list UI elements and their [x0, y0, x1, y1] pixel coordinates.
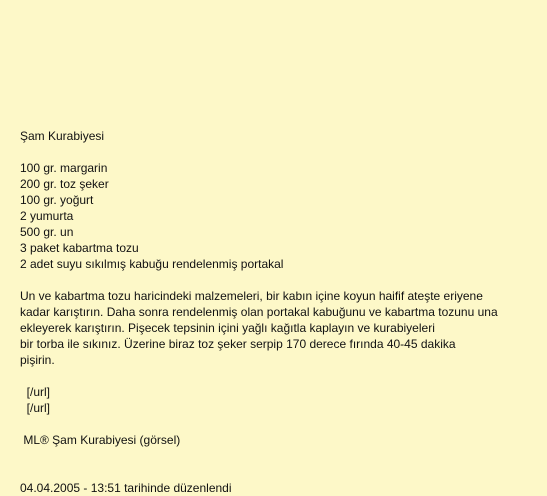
spacer: [20, 464, 525, 480]
ingredient-item: 200 gr. toz şeker: [20, 177, 109, 191]
instructions-paragraph: [20, 288, 525, 368]
image-caption-link[interactable]: ML® Şam Kurabiyesi (görsel): [20, 433, 181, 447]
spacer: [20, 272, 525, 288]
instruction-line: kadar karıştırın. Daha sonra rendelenmiş olan portakal kabuğunu ve kabartma tozunu una: [20, 305, 498, 319]
instruction-line: Un ve kabartma tozu haricindeki malzemeleri, bir kabın içine koyun haifif ateşte eriyene: [20, 289, 483, 303]
ingredient-item: 2 adet suyu sıkılmış kabuğu rendelenmiş portakal: [20, 257, 284, 271]
ingredient-item: 100 gr. yoğurt: [20, 193, 94, 207]
ingredient-item: 500 gr. un: [20, 225, 74, 239]
instruction-line: ekleyerek karıştırın. Pişecek tepsinin içini yağlı kağıtla kaplayın ve kurabiyeleri: [20, 321, 435, 335]
spacer: [20, 144, 525, 160]
instruction-line: pişirin.: [20, 353, 55, 367]
ingredient-item: 100 gr. margarin: [20, 161, 108, 175]
spacer: [20, 416, 525, 432]
instruction-line: bir torba ile sıkınız. Üzerine biraz toz şeker serpip 170 derece fırında 40-45 dakika: [20, 337, 456, 351]
recipe-post: [20, 128, 525, 496]
ingredient-item: 2 yumurta: [20, 209, 74, 223]
ingredient-item: 3 paket kabartma tozu: [20, 241, 139, 255]
url-tag: [/url]: [20, 385, 51, 399]
url-tag: [/url]: [20, 401, 51, 415]
ingredient-list: [20, 160, 525, 272]
spacer: [20, 368, 525, 384]
spacer: [20, 448, 525, 464]
edit-note: 04.04.2005 - 13:51 tarihinde düzenlendi: [20, 481, 232, 495]
recipe-title: Şam Kurabiyesi: [20, 129, 105, 143]
